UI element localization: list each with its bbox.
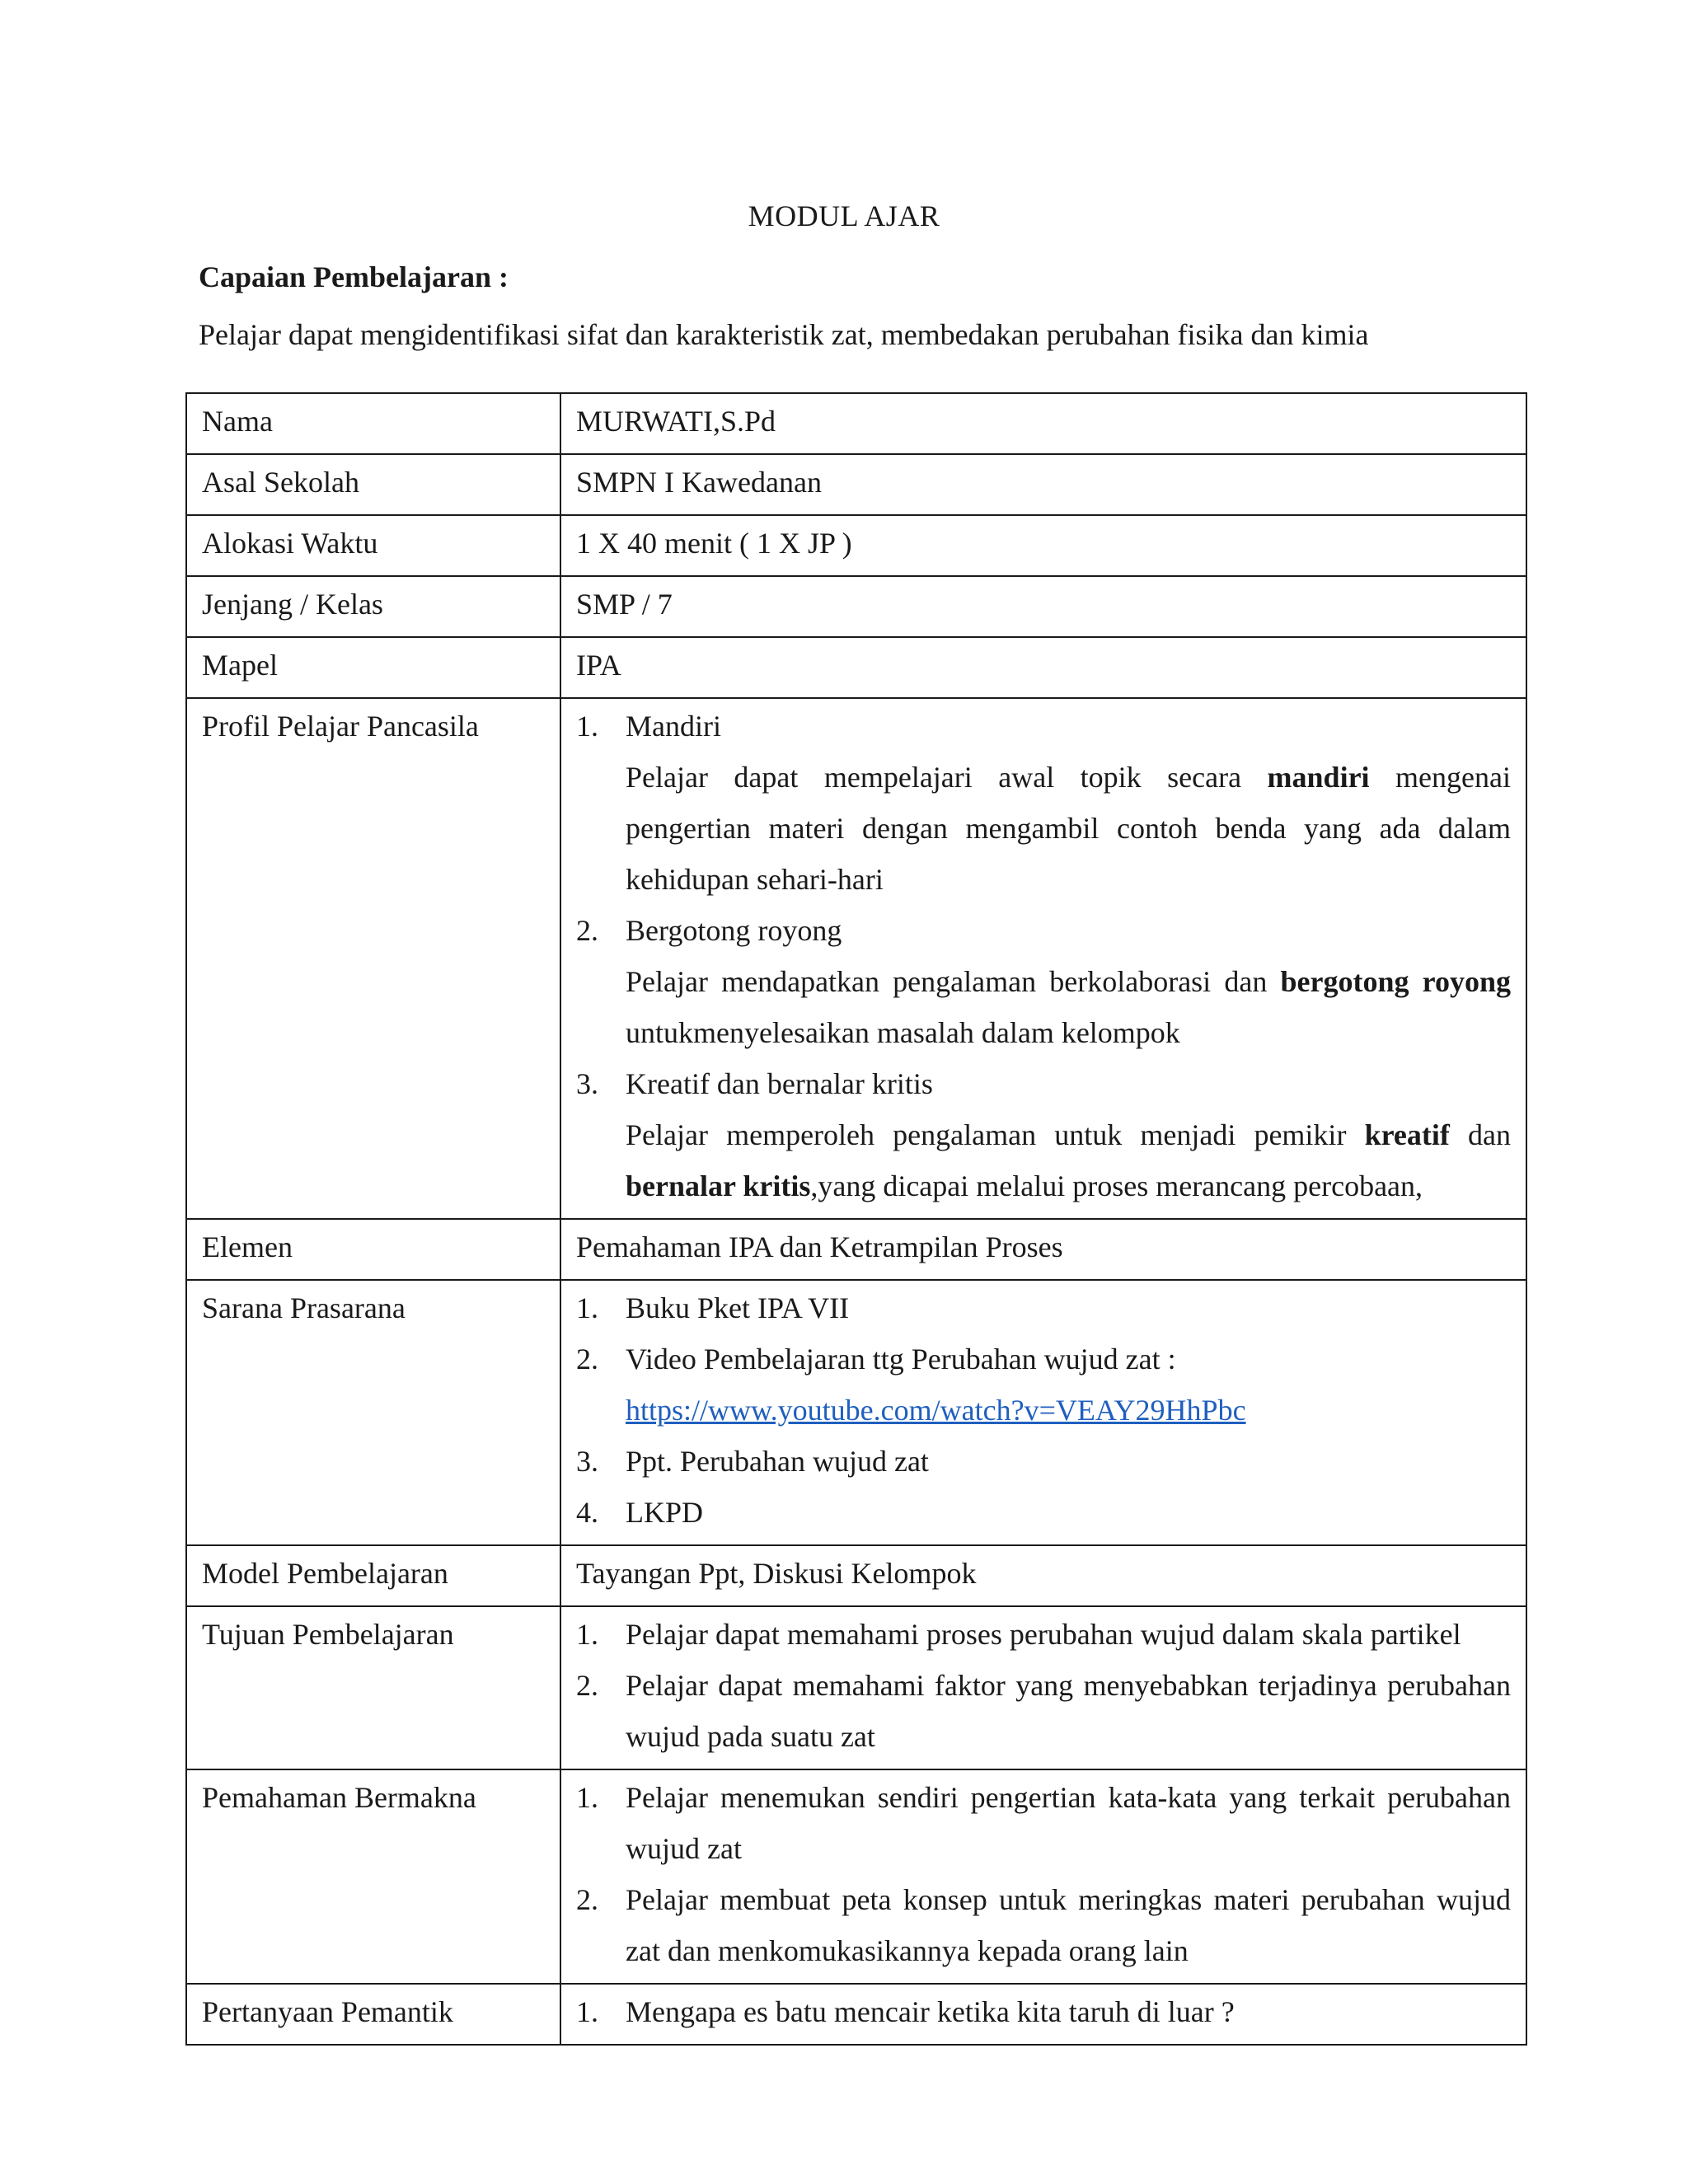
desc-bold-text: kreatif <box>1364 1118 1450 1151</box>
list-item <box>576 701 1511 905</box>
row-label: Mapel <box>186 637 560 698</box>
list-item <box>576 1874 1511 1976</box>
list-number: 4. <box>576 1496 598 1529</box>
row-value <box>560 1769 1526 1984</box>
desc-text: Pelajar memperoleh pengalaman untuk menjadi pemikir <box>626 1118 1365 1151</box>
desc-bold-text: bergotong royong <box>1280 965 1511 998</box>
document-title: MODUL AJAR <box>748 199 940 232</box>
list-item-description <box>626 956 1511 1058</box>
row-label: Pertanyaan Pemantik <box>186 1984 560 2045</box>
sarana-list <box>576 1282 1511 1538</box>
list-item <box>576 1487 1511 1538</box>
list-item <box>576 1436 1511 1487</box>
row-label: Alokasi Waktu <box>186 515 560 576</box>
capaian-heading: Capaian Pembelajaran : <box>199 260 509 293</box>
list-item-title: Mandiri <box>626 710 721 743</box>
list-item-title: Kreatif dan bernalar kritis <box>626 1067 933 1100</box>
info-table <box>185 392 1527 2046</box>
list-number: 2. <box>576 914 598 947</box>
list-item-text: Video Pembelajaran ttg Perubahan wujud zat : <box>626 1343 1176 1376</box>
list-item-text: Buku Pket IPA VII <box>626 1291 850 1324</box>
list-item-text: LKPD <box>626 1496 704 1529</box>
row-label: Jenjang / Kelas <box>186 576 560 637</box>
list-item <box>576 1058 1511 1212</box>
table-row-tujuan-pembelajaran <box>186 1606 1526 1769</box>
row-value: Tayangan Ppt, Diskusi Kelompok <box>560 1545 1526 1606</box>
list-number: 2. <box>576 1883 598 1916</box>
desc-bold-text: bernalar kritis <box>626 1169 811 1202</box>
list-number: 3. <box>576 1445 598 1478</box>
list-number: 1. <box>576 1781 598 1814</box>
desc-bold-text: mandiri <box>1267 761 1370 794</box>
desc-text: Pelajar dapat mempelajari awal topik secara <box>626 761 1268 794</box>
tujuan-list <box>576 1609 1511 1762</box>
list-item <box>576 1986 1511 2037</box>
row-value: MURWATI,S.Pd <box>560 393 1526 454</box>
row-value <box>560 698 1526 1219</box>
list-number: 1. <box>576 1618 598 1651</box>
list-item-description <box>626 1109 1511 1212</box>
list-item-text: Mengapa es batu mencair ketika kita taruh di luar ? <box>626 1995 1235 2028</box>
list-item-text: Ppt. Perubahan wujud zat <box>626 1445 929 1478</box>
table-row-asal-sekolah <box>186 454 1526 515</box>
list-item-text: Pelajar dapat memahami proses perubahan wujud dalam skala partikel <box>626 1618 1461 1651</box>
desc-text: dan <box>1449 1118 1512 1151</box>
row-label: Elemen <box>186 1219 560 1280</box>
list-item-text: Pelajar membuat peta konsep untuk meringkas materi perubahan wujud zat dan menkomukasikannya kepada orang lain <box>626 1883 1511 1967</box>
table-row-mapel <box>186 637 1526 698</box>
desc-text: Pelajar mendapatkan pengalaman berkolaborasi dan <box>626 965 1281 998</box>
list-item <box>576 1772 1511 1874</box>
list-number: 1. <box>576 1995 598 2028</box>
row-value: Pemahaman IPA dan Ketrampilan Proses <box>560 1219 1526 1280</box>
row-label: Asal Sekolah <box>186 454 560 515</box>
pertanyaan-list <box>576 1986 1511 2037</box>
list-item <box>576 1660 1511 1762</box>
row-value: SMPN I Kawedanan <box>560 454 1526 515</box>
list-item <box>576 1333 1511 1436</box>
table-row-profil-pelajar <box>186 698 1526 1219</box>
desc-text: ,yang dicapai melalui proses merancang percobaan, <box>810 1169 1423 1202</box>
pemahaman-list <box>576 1772 1511 1976</box>
row-value <box>560 1606 1526 1769</box>
table-row-nama <box>186 393 1526 454</box>
list-item-text: Pelajar menemukan sendiri pengertian kata-kata yang terkait perubahan wujud zat <box>626 1781 1511 1865</box>
desc-text: mengenai pengertian materi dengan mengambil contoh benda yang ada dalam kehidupan sehari-hari <box>626 761 1511 896</box>
table-row-pemahaman-bermakna <box>186 1769 1526 1984</box>
desc-text: untukmenyelesaikan masalah dalam kelompok <box>626 1016 1180 1049</box>
row-label: Tujuan Pembelajaran <box>186 1606 560 1769</box>
list-item-title: Bergotong royong <box>626 914 842 947</box>
profil-list <box>576 701 1511 1212</box>
list-item <box>576 1609 1511 1660</box>
row-value: 1 X 40 menit ( 1 X JP ) <box>560 515 1526 576</box>
list-item <box>576 1282 1511 1333</box>
list-item-description <box>626 752 1511 905</box>
row-label: Pemahaman Bermakna <box>186 1769 560 1984</box>
table-row-jenjang-kelas <box>186 576 1526 637</box>
row-value <box>560 1984 1526 2045</box>
capaian-text: Pelajar dapat mengidentifikasi sifat dan karakteristik zat, membedakan perubahan fisika dan kimia <box>199 318 1369 351</box>
list-number: 1. <box>576 710 598 743</box>
list-item-text: Pelajar dapat memahami faktor yang menyebabkan terjadinya perubahan wujud pada suatu zat <box>626 1669 1511 1753</box>
row-label: Nama <box>186 393 560 454</box>
table-row-model-pembelajaran <box>186 1545 1526 1606</box>
row-value: IPA <box>560 637 1526 698</box>
list-number: 2. <box>576 1669 598 1702</box>
youtube-video-link[interactable]: https://www.youtube.com/watch?v=VEAY29HhPbc <box>626 1394 1246 1427</box>
list-number: 3. <box>576 1067 598 1100</box>
list-item <box>576 905 1511 1058</box>
table-row-elemen <box>186 1219 1526 1280</box>
row-label: Sarana Prasarana <box>186 1280 560 1545</box>
list-number: 1. <box>576 1291 598 1324</box>
table-row-alokasi-waktu <box>186 515 1526 576</box>
row-label: Profil Pelajar Pancasila <box>186 698 560 1219</box>
row-value: SMP / 7 <box>560 576 1526 637</box>
row-value <box>560 1280 1526 1545</box>
table-row-sarana-prasarana <box>186 1280 1526 1545</box>
row-label: Model Pembelajaran <box>186 1545 560 1606</box>
list-number: 2. <box>576 1343 598 1376</box>
table-row-pertanyaan-pemantik <box>186 1984 1526 2045</box>
